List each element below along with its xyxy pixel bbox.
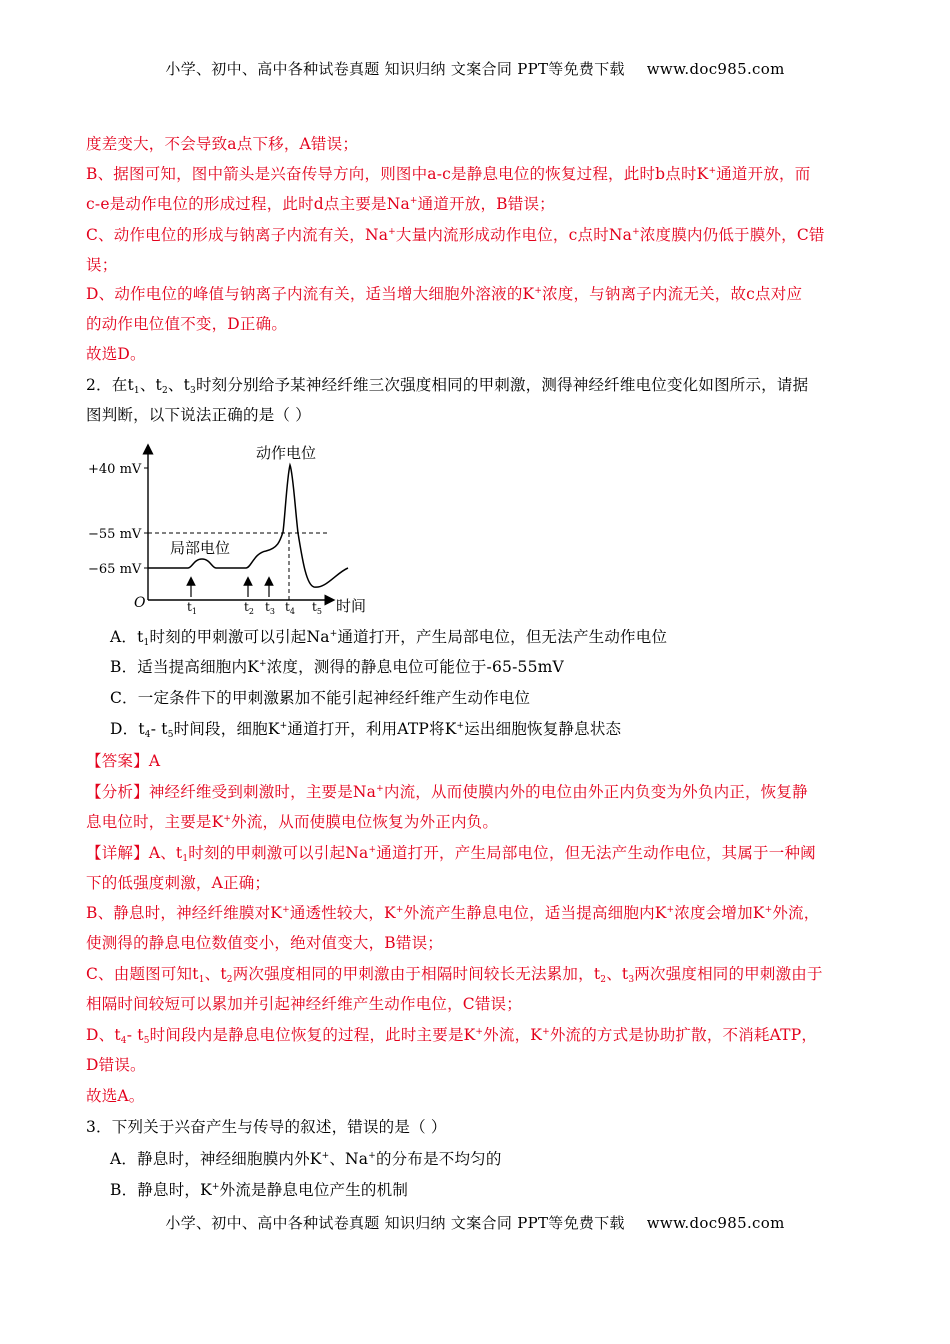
prev-line-5: 误； [86, 256, 118, 274]
detail-line-4: 使测得的静息电位数值变小，绝对值变大，B错误； [86, 934, 443, 952]
origin-label: O [134, 595, 146, 611]
detail-line-5: C、由题图可知$t_1$、$t_2$两次强度相同的甲刺激由于相隔时间较长无法累加，$t_2$、$t_3$两次强度相同的甲刺激由于 [86, 965, 823, 985]
answer-line: 【答案】A [86, 752, 161, 770]
header-text: 小学、初中、高中各种试卷真题 知识归纳 文案合同 PPT等免费下载 [165, 60, 625, 78]
y-label-65: −65 mV [88, 562, 142, 577]
tick-t3: $t_3$ [265, 600, 275, 616]
action-potential-figure [86, 437, 366, 617]
q3-option-a[interactable]: A．静息时，神经细胞膜内外K+、Na+的分布是不均匀的 [110, 1150, 502, 1168]
q2-stem-1: 2．在$t_1$、$t_2$、$t_3$时刻分别给予某神经纤维三次强度相同的甲刺激，测得神经纤维电位变化如图所示，请据 [86, 376, 809, 396]
potential-curve [148, 465, 348, 587]
detail-line-7: D、$t_4-$ $t_5$时间段内是静息电位恢复的过程，此时主要是K+外流，K+外流的方式是协助扩散，不消耗ATP， [86, 1026, 818, 1046]
detail-line-2: 下的低强度刺激，A正确； [86, 874, 271, 892]
label-action-potential: 动作电位 [256, 444, 317, 462]
prev-line-4: C、动作电位的形成与钠离子内流有关，Na+大量内流形成动作电位，c点时Na+浓度膜内仍低于膜外，C错 [86, 226, 825, 244]
page-footer [0, 1212, 950, 1233]
detail-line-6: 相隔时间较短可以累加并引起神经纤维产生动作电位，C错误； [86, 995, 522, 1013]
tick-t5: $t_5$ [312, 600, 322, 616]
tick-t1: $t_1$ [187, 600, 197, 616]
footer-text: 小学、初中、高中各种试卷真题 知识归纳 文案合同 PPT等免费下载 [165, 1214, 625, 1232]
q2-option-d[interactable]: D．$t_4-$ $t_5$时间段，细胞K+通道打开，利用ATP将K+运出细胞恢复静息状态 [110, 720, 622, 740]
tick-t2: $t_2$ [244, 600, 254, 616]
prev-line-3: c-e是动作电位的形成过程，此时d点主要是Na+通道开放，B错误； [86, 195, 555, 213]
analysis-line-1: 【分析】神经纤维受到刺激时，主要是Na+内流，从而使膜内外的电位由外正内负变为外负内正，恢复静 [86, 783, 808, 801]
x-axis-label: 时间 [336, 597, 366, 615]
label-local-potential: 局部电位 [170, 539, 231, 557]
q2-stem-2: 图判断，以下说法正确的是（ ） [86, 406, 311, 424]
detail-line-8: D错误。 [86, 1056, 146, 1074]
tick-t4: $t_4$ [285, 600, 295, 616]
footer-url[interactable]: www.doc985.com [646, 1214, 785, 1232]
q2-option-c[interactable]: C．一定条件下的甲刺激累加不能引起神经纤维产生动作电位 [110, 689, 531, 707]
y-label-40: +40 mV [88, 462, 142, 477]
q3-option-b[interactable]: B．静息时，K+外流是静息电位产生的机制 [110, 1181, 409, 1199]
q2-option-b[interactable]: B．适当提高细胞内K+浓度，测得的静息电位可能位于-65-55mV [110, 658, 564, 676]
detail-line-3: B、静息时，神经纤维膜对K+通透性较大，K+外流产生静息电位，适当提高细胞内K+浓度会增加K+外流， [86, 904, 820, 922]
y-label-55: −55 mV [88, 527, 142, 542]
prev-line-8: 故选D。 [86, 345, 146, 363]
prev-line-7: 的动作电位值不变，D正确。 [86, 315, 288, 333]
q2-option-a[interactable]: A．$t_1$时刻的甲刺激可以引起Na+通道打开，产生局部电位，但无法产生动作电位 [110, 628, 668, 648]
detail-line-9: 故选A。 [86, 1087, 145, 1105]
prev-line-1: 度差变大，不会导致a点下移，A错误； [86, 135, 359, 153]
prev-line-6: D、动作电位的峰值与钠离子内流有关，适当增大细胞外溶液的K+浓度，与钠离子内流无关，故c点对应 [86, 285, 803, 303]
analysis-line-2: 息电位时，主要是K+外流，从而使膜电位恢复为外正内负。 [86, 813, 499, 831]
q3-stem: 3．下列关于兴奋产生与传导的叙述，错误的是（ ） [86, 1118, 447, 1136]
detail-line-1: 【详解】A、$t_1$时刻的甲刺激可以引起Na+通道打开，产生局部电位，但无法产生动作电位，其属于一种阈 [86, 844, 816, 864]
page-header [0, 58, 950, 79]
prev-line-2: B、据图可知，图中箭头是兴奋传导方向，则图中a-c是静息电位的恢复过程，此时b点时K+通道开放，而 [86, 165, 811, 183]
header-url[interactable]: www.doc985.com [646, 60, 785, 78]
